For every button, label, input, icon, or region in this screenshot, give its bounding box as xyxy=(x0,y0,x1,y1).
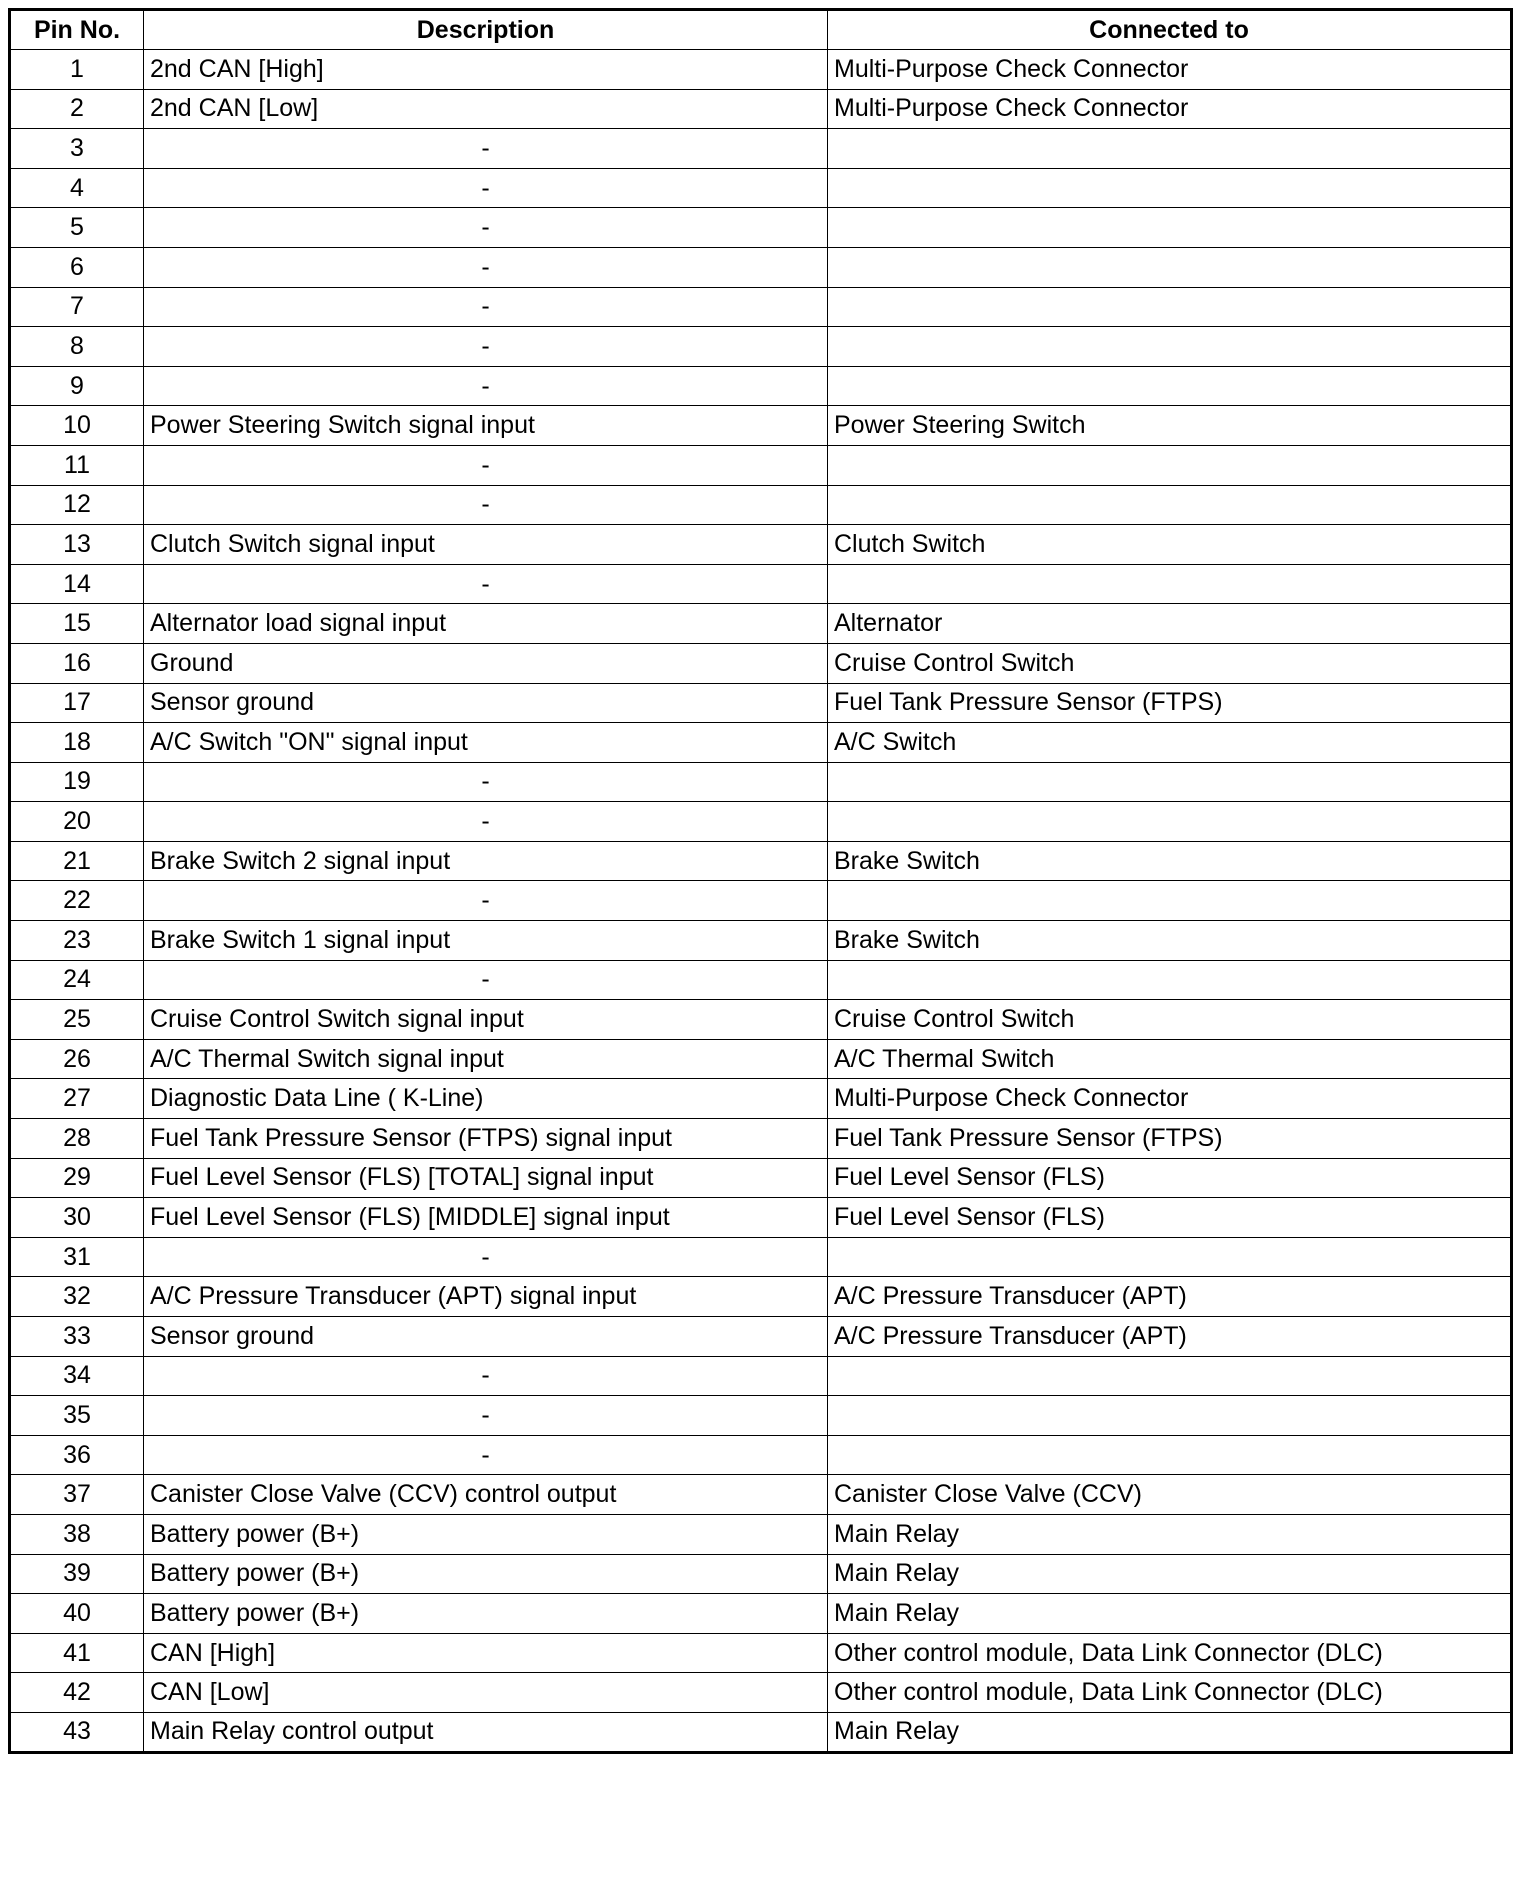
description-cell: - xyxy=(144,287,828,327)
description-cell: Canister Close Valve (CCV) control output xyxy=(144,1475,828,1515)
pin-number-cell: 41 xyxy=(10,1633,144,1673)
connected-to-cell xyxy=(828,366,1512,406)
table-row xyxy=(10,287,1512,327)
table-row xyxy=(10,327,1512,367)
pin-number-cell: 14 xyxy=(10,564,144,604)
connected-to-cell: Clutch Switch xyxy=(828,525,1512,565)
connected-to-cell: Main Relay xyxy=(828,1712,1512,1752)
description-cell: - xyxy=(144,327,828,367)
connected-to-cell xyxy=(828,485,1512,525)
description-cell: - xyxy=(144,762,828,802)
table-row xyxy=(10,485,1512,525)
pin-number-cell: 11 xyxy=(10,445,144,485)
connected-to-cell xyxy=(828,208,1512,248)
table-row xyxy=(10,1317,1512,1357)
connected-to-cell: Other control module, Data Link Connector (DLC) xyxy=(828,1673,1512,1713)
connected-to-cell: Cruise Control Switch xyxy=(828,643,1512,683)
connected-to-cell xyxy=(828,564,1512,604)
table-body xyxy=(10,50,1512,1753)
connected-to-cell xyxy=(828,762,1512,802)
connected-to-cell xyxy=(828,327,1512,367)
table-row xyxy=(10,525,1512,565)
pin-assignment-table xyxy=(8,8,1513,1754)
table-row xyxy=(10,208,1512,248)
pin-number-cell: 18 xyxy=(10,723,144,763)
description-cell: Diagnostic Data Line ( K-Line) xyxy=(144,1079,828,1119)
pin-number-cell: 21 xyxy=(10,841,144,881)
connected-to-cell: Fuel Level Sensor (FLS) xyxy=(828,1198,1512,1238)
table-row xyxy=(10,921,1512,961)
pin-number-cell: 43 xyxy=(10,1712,144,1752)
pin-number-cell: 7 xyxy=(10,287,144,327)
description-cell: - xyxy=(144,445,828,485)
pin-number-cell: 23 xyxy=(10,921,144,961)
description-cell: Battery power (B+) xyxy=(144,1554,828,1594)
table-row xyxy=(10,366,1512,406)
connected-to-cell: Other control module, Data Link Connector (DLC) xyxy=(828,1633,1512,1673)
description-cell: - xyxy=(144,564,828,604)
table-row xyxy=(10,445,1512,485)
table-row xyxy=(10,247,1512,287)
table-row xyxy=(10,683,1512,723)
pin-number-cell: 25 xyxy=(10,1000,144,1040)
connected-to-cell: Cruise Control Switch xyxy=(828,1000,1512,1040)
connected-to-cell xyxy=(828,1435,1512,1475)
connected-to-cell: Brake Switch xyxy=(828,921,1512,961)
table-row xyxy=(10,723,1512,763)
pin-number-cell: 4 xyxy=(10,168,144,208)
table-row xyxy=(10,1475,1512,1515)
pin-number-cell: 42 xyxy=(10,1673,144,1713)
pin-number-cell: 3 xyxy=(10,129,144,169)
connected-to-cell xyxy=(828,247,1512,287)
pin-number-cell: 32 xyxy=(10,1277,144,1317)
table-row xyxy=(10,1079,1512,1119)
connected-to-cell xyxy=(828,445,1512,485)
table-row xyxy=(10,1514,1512,1554)
description-cell: Clutch Switch signal input xyxy=(144,525,828,565)
table-row xyxy=(10,643,1512,683)
table-row xyxy=(10,129,1512,169)
pin-number-cell: 10 xyxy=(10,406,144,446)
pin-number-cell: 40 xyxy=(10,1594,144,1634)
pin-number-cell: 15 xyxy=(10,604,144,644)
connected-to-cell xyxy=(828,287,1512,327)
table-row xyxy=(10,1119,1512,1159)
table-row xyxy=(10,50,1512,90)
description-cell: Battery power (B+) xyxy=(144,1514,828,1554)
pin-number-cell: 26 xyxy=(10,1039,144,1079)
connected-to-cell xyxy=(828,1356,1512,1396)
table-row xyxy=(10,1435,1512,1475)
description-cell: Sensor ground xyxy=(144,683,828,723)
connected-to-cell: Power Steering Switch xyxy=(828,406,1512,446)
pin-number-cell: 19 xyxy=(10,762,144,802)
table-row xyxy=(10,960,1512,1000)
description-cell: - xyxy=(144,129,828,169)
table-row xyxy=(10,406,1512,446)
description-cell: - xyxy=(144,802,828,842)
connected-to-cell xyxy=(828,881,1512,921)
pin-number-cell: 6 xyxy=(10,247,144,287)
pin-number-cell: 27 xyxy=(10,1079,144,1119)
description-cell: CAN [Low] xyxy=(144,1673,828,1713)
connected-to-cell xyxy=(828,960,1512,1000)
pin-number-cell: 8 xyxy=(10,327,144,367)
description-cell: Fuel Level Sensor (FLS) [TOTAL] signal input xyxy=(144,1158,828,1198)
table-row xyxy=(10,1356,1512,1396)
connected-to-cell xyxy=(828,1237,1512,1277)
pin-number-cell: 35 xyxy=(10,1396,144,1436)
connected-to-cell xyxy=(828,1396,1512,1436)
description-cell: - xyxy=(144,960,828,1000)
description-cell: - xyxy=(144,1237,828,1277)
header-pin-no: Pin No. xyxy=(10,10,144,50)
description-cell: - xyxy=(144,1435,828,1475)
description-cell: Alternator load signal input xyxy=(144,604,828,644)
table-row xyxy=(10,168,1512,208)
pin-number-cell: 38 xyxy=(10,1514,144,1554)
table-row xyxy=(10,564,1512,604)
table-row xyxy=(10,1712,1512,1752)
table-row xyxy=(10,1237,1512,1277)
description-cell: A/C Pressure Transducer (APT) signal input xyxy=(144,1277,828,1317)
table-row xyxy=(10,1594,1512,1634)
description-cell: Brake Switch 1 signal input xyxy=(144,921,828,961)
connected-to-cell: A/C Pressure Transducer (APT) xyxy=(828,1277,1512,1317)
description-cell: Fuel Tank Pressure Sensor (FTPS) signal input xyxy=(144,1119,828,1159)
pin-number-cell: 31 xyxy=(10,1237,144,1277)
description-cell: Sensor ground xyxy=(144,1317,828,1357)
connected-to-cell: Fuel Level Sensor (FLS) xyxy=(828,1158,1512,1198)
connected-to-cell: Alternator xyxy=(828,604,1512,644)
pin-number-cell: 1 xyxy=(10,50,144,90)
table-row xyxy=(10,1673,1512,1713)
description-cell: Main Relay control output xyxy=(144,1712,828,1752)
table-row xyxy=(10,841,1512,881)
header-description: Description xyxy=(144,10,828,50)
connected-to-cell: A/C Pressure Transducer (APT) xyxy=(828,1317,1512,1357)
table-row xyxy=(10,1633,1512,1673)
description-cell: - xyxy=(144,881,828,921)
connected-to-cell: A/C Thermal Switch xyxy=(828,1039,1512,1079)
connected-to-cell: Multi-Purpose Check Connector xyxy=(828,1079,1512,1119)
description-cell: CAN [High] xyxy=(144,1633,828,1673)
connected-to-cell: Main Relay xyxy=(828,1514,1512,1554)
description-cell: A/C Switch "ON" signal input xyxy=(144,723,828,763)
connected-to-cell: Fuel Tank Pressure Sensor (FTPS) xyxy=(828,683,1512,723)
connected-to-cell: Main Relay xyxy=(828,1554,1512,1594)
description-cell: 2nd CAN [High] xyxy=(144,50,828,90)
table-row xyxy=(10,1198,1512,1238)
pin-number-cell: 24 xyxy=(10,960,144,1000)
description-cell: A/C Thermal Switch signal input xyxy=(144,1039,828,1079)
table-row xyxy=(10,881,1512,921)
table-row xyxy=(10,1396,1512,1436)
connected-to-cell xyxy=(828,129,1512,169)
description-cell: - xyxy=(144,1356,828,1396)
pin-number-cell: 20 xyxy=(10,802,144,842)
description-cell: Battery power (B+) xyxy=(144,1594,828,1634)
description-cell: 2nd CAN [Low] xyxy=(144,89,828,129)
pin-number-cell: 17 xyxy=(10,683,144,723)
table-row xyxy=(10,1039,1512,1079)
table-row xyxy=(10,1158,1512,1198)
connected-to-cell xyxy=(828,802,1512,842)
connected-to-cell: Multi-Purpose Check Connector xyxy=(828,50,1512,90)
table-row xyxy=(10,762,1512,802)
connected-to-cell: Fuel Tank Pressure Sensor (FTPS) xyxy=(828,1119,1512,1159)
table-row xyxy=(10,89,1512,129)
pin-number-cell: 13 xyxy=(10,525,144,565)
pin-number-cell: 37 xyxy=(10,1475,144,1515)
connected-to-cell: A/C Switch xyxy=(828,723,1512,763)
table-row xyxy=(10,1277,1512,1317)
pin-number-cell: 34 xyxy=(10,1356,144,1396)
pin-number-cell: 30 xyxy=(10,1198,144,1238)
pin-number-cell: 28 xyxy=(10,1119,144,1159)
pin-number-cell: 36 xyxy=(10,1435,144,1475)
pin-number-cell: 12 xyxy=(10,485,144,525)
pin-number-cell: 9 xyxy=(10,366,144,406)
connected-to-cell xyxy=(828,168,1512,208)
connected-to-cell: Multi-Purpose Check Connector xyxy=(828,89,1512,129)
table-header-row xyxy=(10,10,1512,50)
pin-number-cell: 39 xyxy=(10,1554,144,1594)
pin-number-cell: 16 xyxy=(10,643,144,683)
description-cell: Cruise Control Switch signal input xyxy=(144,1000,828,1040)
header-connected-to: Connected to xyxy=(828,10,1512,50)
connected-to-cell: Brake Switch xyxy=(828,841,1512,881)
pin-number-cell: 29 xyxy=(10,1158,144,1198)
pin-number-cell: 5 xyxy=(10,208,144,248)
description-cell: Power Steering Switch signal input xyxy=(144,406,828,446)
description-cell: - xyxy=(144,485,828,525)
pin-number-cell: 2 xyxy=(10,89,144,129)
description-cell: - xyxy=(144,366,828,406)
connected-to-cell: Canister Close Valve (CCV) xyxy=(828,1475,1512,1515)
table-row xyxy=(10,802,1512,842)
description-cell: - xyxy=(144,247,828,287)
description-cell: Ground xyxy=(144,643,828,683)
connected-to-cell: Main Relay xyxy=(828,1594,1512,1634)
table-row xyxy=(10,1000,1512,1040)
description-cell: Brake Switch 2 signal input xyxy=(144,841,828,881)
pin-number-cell: 33 xyxy=(10,1317,144,1357)
pin-number-cell: 22 xyxy=(10,881,144,921)
table-row xyxy=(10,604,1512,644)
table-row xyxy=(10,1554,1512,1594)
description-cell: - xyxy=(144,168,828,208)
description-cell: - xyxy=(144,208,828,248)
description-cell: - xyxy=(144,1396,828,1436)
description-cell: Fuel Level Sensor (FLS) [MIDDLE] signal input xyxy=(144,1198,828,1238)
